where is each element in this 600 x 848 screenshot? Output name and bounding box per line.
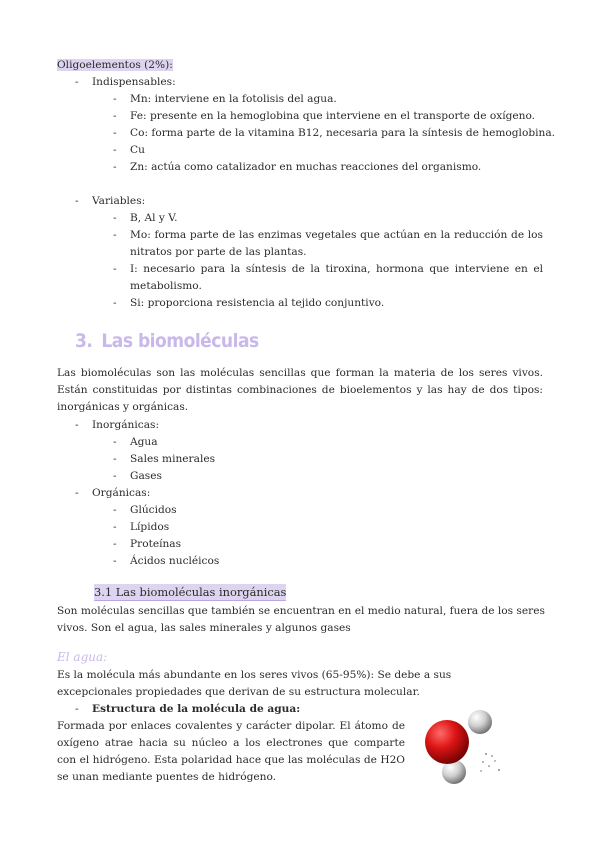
list-item-text: Mo: forma parte de las enzimas vegetales que actúan en la reducción de los nitratos por parte de las plantas.: [130, 229, 543, 258]
agua-text: Es la molécula más abundante en los seres vivos (65-95%): Se debe a sus excepcionales propiedades que derivan de su estructura molecular.: [57, 669, 452, 698]
polarity-marks: [480, 753, 500, 772]
subsection-text: Son moléculas sencillas que también se encuentran en el medio natural, fuera de los seres vivos. Son el agua, las sales minerales y algunos gases: [57, 605, 545, 634]
list-item: -: [113, 229, 117, 241]
agua-heading: El agua:: [57, 650, 108, 664]
water-molecule-image: [415, 700, 530, 795]
subsection-heading: 3.1 Las biomoléculas inorgánicas: [94, 585, 287, 599]
section-intro: Las biomoléculas son las moléculas sencillas que forman la materia de los seres vivos. Están constituidas por distintas combinaciones de bioelementos y las hay de dos tipos: inorgánicas y orgánicas.: [57, 367, 543, 413]
hydrogen-atom-top: [468, 710, 492, 734]
list-item: -: [113, 263, 117, 275]
agua-body: Formada por enlaces covalentes y carácter dipolar. El átomo de oxígeno atrae hacia su núcleo a los electrones que comparte con el hidrógeno. Esta polaridad hace que las moléculas de H2O se unan mediante puentes de hidrógeno.: [57, 720, 405, 783]
oxygen-atom: [425, 720, 469, 764]
list-item-text: I: necesario para la síntesis de la tiroxina, hormona que interviene en el metabolismo.: [130, 263, 543, 292]
section-heading: 3. Las biomoléculas: [75, 330, 259, 352]
oligo-title: Oligoelementos (2%):: [57, 59, 173, 71]
